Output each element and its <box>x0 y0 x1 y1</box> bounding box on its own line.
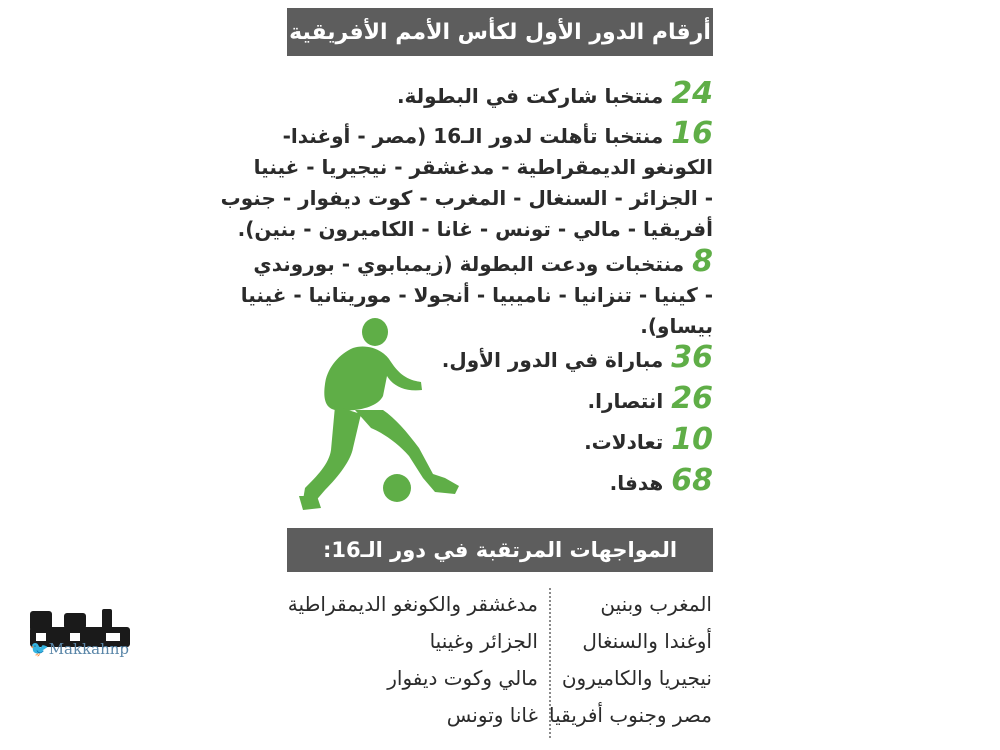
stat-qualified <box>221 118 713 245</box>
stat-text: - كينيا - تنزانيا - ناميبيا - أنجولا - موريتانيا - غينيا <box>240 283 713 307</box>
column-divider <box>549 588 551 738</box>
stat-text: منتخبا شاركت في البطولة. <box>396 84 664 108</box>
stat-text: انتصارا. <box>587 389 664 413</box>
twitter-bird-icon: 🐦 <box>30 640 49 658</box>
stat-text: هدفا. <box>609 471 664 495</box>
stat-number: 68 <box>671 463 713 498</box>
stat-number: 36 <box>671 340 713 375</box>
matches-left-column <box>288 586 538 734</box>
match-item: المغرب وبنين <box>600 592 712 616</box>
page-title: أرقام الدور الأول لكأس الأمم الأفريقية <box>289 19 711 45</box>
stat-number: 10 <box>671 422 713 457</box>
twitter-handle-text: Makkahnp <box>48 640 130 658</box>
matches-right-column <box>549 586 712 734</box>
match-item: مالي وكوت ديفوار <box>387 666 538 690</box>
stat-number: 8 <box>692 244 713 279</box>
stat-text: بيساو). <box>640 314 713 338</box>
stat-text: الكونغو الديمقراطية - مدغشقر - نيجيريا - غينيا <box>253 155 713 179</box>
stat-teams <box>397 78 713 112</box>
match-item: مدغشقر والكونغو الديمقراطية <box>287 592 538 616</box>
stat-number: 24 <box>671 76 713 111</box>
stat-wins <box>588 383 713 417</box>
stat-text: تعادلات. <box>584 430 664 454</box>
stat-number: 16 <box>671 116 713 151</box>
match-item: نيجيريا والكاميرون <box>561 666 712 690</box>
stat-text: منتخبات ودعت البطولة (زيمبابوي - بوروندي <box>253 252 685 276</box>
match-item: مصر وجنوب أفريقيا <box>549 703 712 727</box>
stat-number: 26 <box>671 381 713 416</box>
stat-matches <box>442 342 713 376</box>
stat-text: مباراة في الدور الأول. <box>441 348 664 372</box>
makkah-logo <box>24 590 136 670</box>
football-player-icon <box>295 318 475 513</box>
stat-text: أفريقيا - مالي - تونس - غانا - الكاميرون - بنين). <box>237 217 713 241</box>
stat-goals <box>610 465 713 499</box>
twitter-handle <box>30 640 129 658</box>
stat-text: منتخبا تأهلت لدور الـ16 (مصر - أوغندا- <box>282 124 664 148</box>
match-item: أوغندا والسنغال <box>582 629 712 653</box>
match-item: الجزائر وغينيا <box>429 629 538 653</box>
page-title-bar <box>287 8 713 56</box>
stat-draws <box>584 424 713 458</box>
football-icon <box>383 474 411 502</box>
matches-title: المواجهات المرتقبة في دور الـ16: <box>322 538 678 562</box>
matches-title-bar <box>287 528 713 572</box>
match-item: غانا وتونس <box>446 703 538 727</box>
stat-text: - الجزائر - السنغال - المغرب - كوت ديفوار - جنوب <box>220 186 713 210</box>
